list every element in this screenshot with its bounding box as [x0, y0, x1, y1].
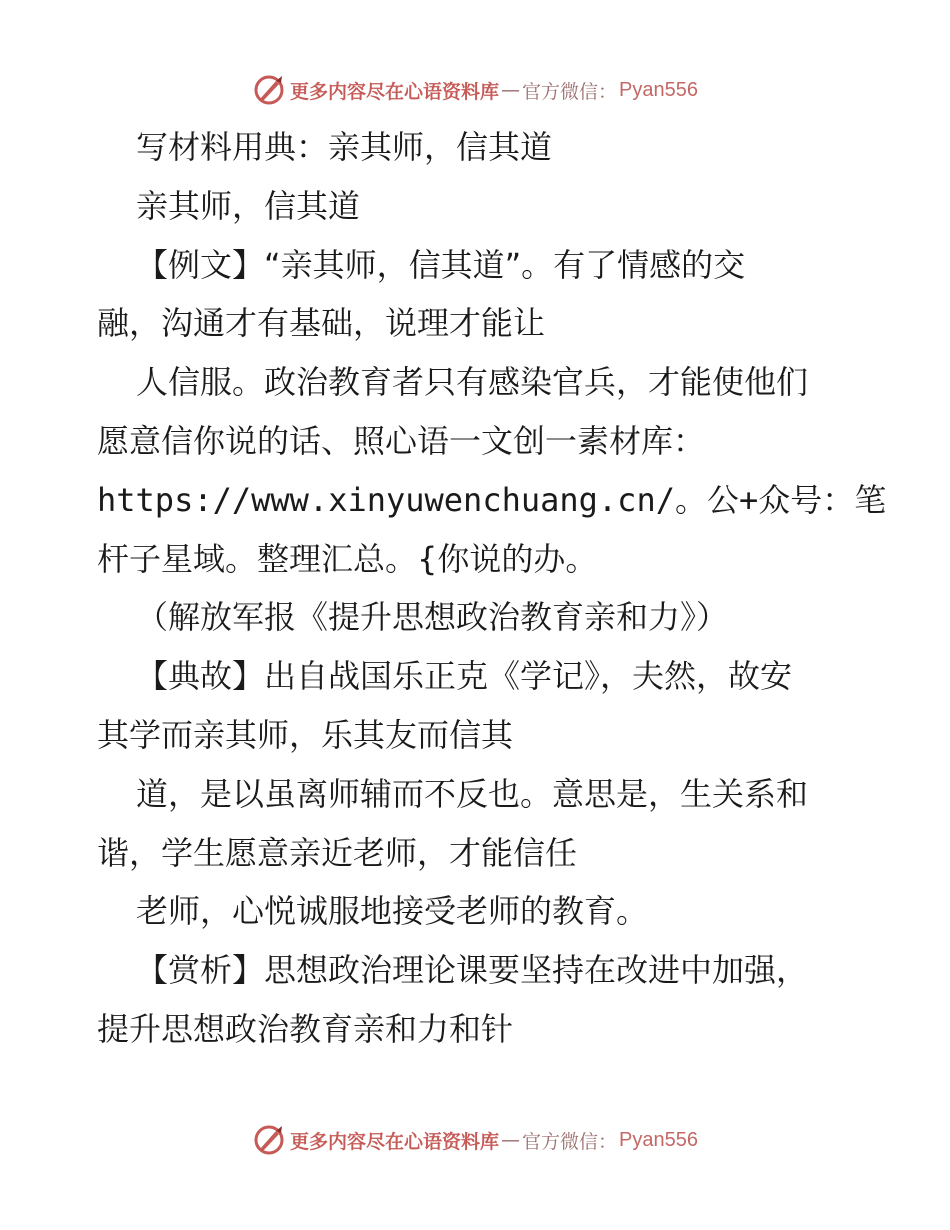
header-banner [0, 70, 950, 110]
footer-subtitle: 官方微信： [522, 1130, 618, 1153]
header-wechat-id: Pyan556 [619, 78, 698, 101]
body-line: （解放军报《提升思想政治教育亲和力》） [136, 598, 729, 637]
body-line: 谐，学生愿意亲近老师，才能信任 [97, 833, 578, 872]
body-line: 【例文】“亲其师，信其道”。有了情感的交 [136, 245, 746, 284]
document-body [97, 118, 887, 1059]
body-line: 融，沟通才有基础，说理才能让 [97, 304, 546, 343]
quill-logo-icon [252, 1123, 286, 1157]
quill-logo-icon [252, 73, 286, 107]
body-line: 杆子星域。整理汇总。{你说的办。 [97, 539, 598, 578]
header-separator: — [501, 79, 521, 101]
body-line: 【赏析】思想政治理论课要坚持在改进中加强， [136, 951, 809, 990]
body-line: 亲其师，信其道 [136, 186, 361, 225]
body-line: 老师，心悦诚服地接受老师的教育。 [136, 892, 649, 931]
body-line: 【典故】出自战国乐正克《学记》，夫然，故安 [136, 657, 793, 696]
header-subtitle: 官方微信： [522, 80, 618, 103]
body-line: 其学而亲其师，乐其友而信其 [97, 715, 514, 754]
footer-wechat-id: Pyan556 [619, 1128, 698, 1151]
header-title: 更多内容尽在心语资料库 [290, 80, 500, 103]
body-line: 人信服。政治教育者只有感染官兵，才能使他们 [136, 363, 809, 402]
body-line: 愿意信你说的话、照心语一文创一素材库： [97, 421, 706, 460]
footer-separator: — [501, 1129, 521, 1151]
footer-banner [0, 1120, 950, 1160]
footer-title: 更多内容尽在心语资料库 [290, 1130, 500, 1153]
body-line: https://www.xinyuwenchuang.cn/。公+众号：笔 [97, 480, 887, 519]
body-line: 写材料用典：亲其师，信其道 [136, 128, 553, 166]
body-line: 道，是以虽离师辅而不反也。意思是，生关系和 [136, 774, 809, 813]
body-line: 提升思想政治教育亲和力和针 [97, 1009, 514, 1048]
